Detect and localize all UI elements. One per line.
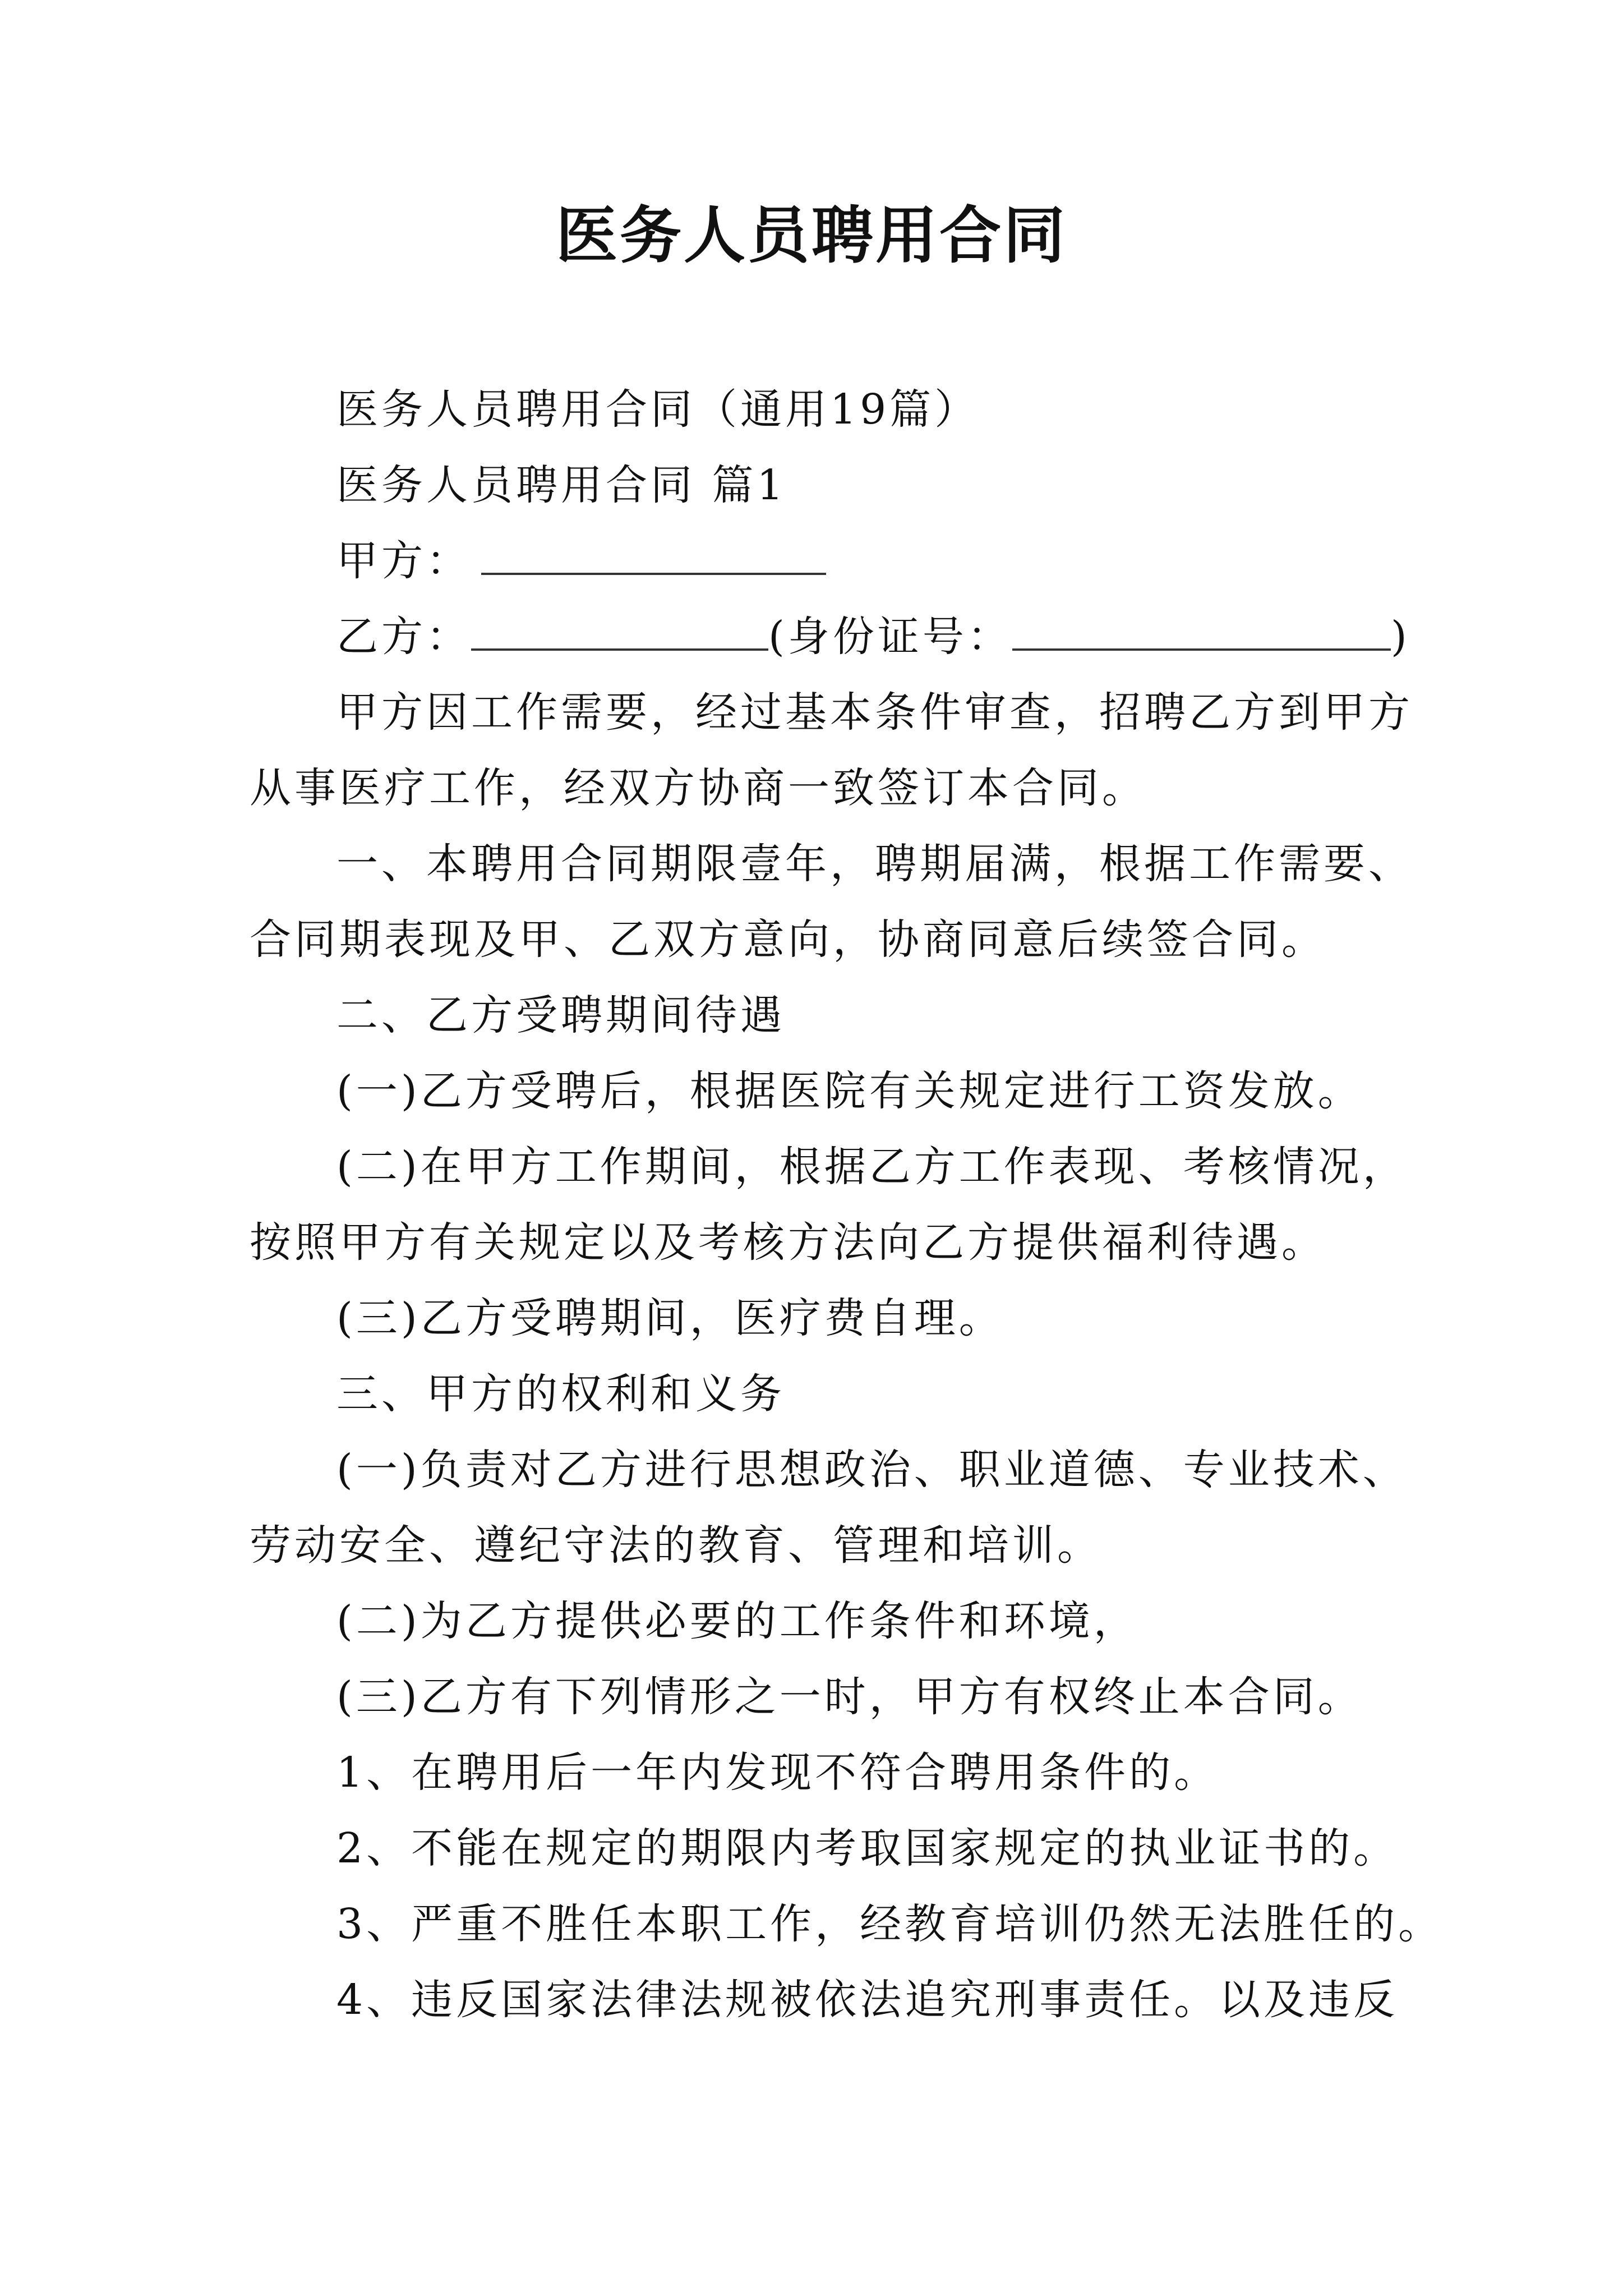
party-a-blank-field xyxy=(481,538,826,575)
clause-1-line: 合同期表现及甲、乙双方意向，协商同意后续签合同。 xyxy=(250,915,1326,964)
clause-3-item-1-line: 劳动安全、遵纪守法的教育、管理和培训。 xyxy=(250,1521,1102,1570)
id-number-label: (身份证号： xyxy=(768,613,1012,661)
clause-2-item-1: (一)乙方受聘后，根据医院有关规定进行工资发放。 xyxy=(336,1067,1363,1115)
list-item: 1、在聘用后一年内发现不符合聘用条件的。 xyxy=(336,1749,1219,1797)
clause-3-item-2: (二)为乙方提供必要的工作条件和环境， xyxy=(336,1597,1138,1645)
list-item: 3、严重不胜任本职工作，经教育培训仍然无法胜任的。 xyxy=(336,1900,1444,1948)
document-title: 医务人员聘用合同 xyxy=(556,199,1067,272)
clause-1-line: 一、本聘用合同期限壹年，聘期届满，根据工作需要、 xyxy=(336,840,1413,888)
party-b-row xyxy=(336,609,1410,665)
clause-2-item-3: (三)乙方受聘期间，医疗费自理。 xyxy=(336,1294,1004,1342)
clause-2-heading: 二、乙方受聘期间待遇 xyxy=(336,991,785,1039)
id-number-close: ) xyxy=(1390,613,1410,661)
clause-2-item-2-line: 按照甲方有关规定以及考核方法向乙方提供福利待遇。 xyxy=(250,1218,1326,1267)
intro-paragraph-line: 从事医疗工作，经双方协商一致签订本合同。 xyxy=(250,764,1147,812)
party-b-label: 乙方： xyxy=(336,613,471,661)
party-b-blank-field xyxy=(471,614,768,651)
clause-3-item-1-line: (一)负责对乙方进行思想政治、职业道德、专业技术、 xyxy=(336,1446,1408,1494)
party-a-label: 甲方： xyxy=(336,537,471,585)
clause-2-item-2-line: (二)在甲方工作期间，根据乙方工作表现、考核情况， xyxy=(336,1143,1408,1191)
list-item: 4、违反国家法律法规被依法追究刑事责任。以及违反 xyxy=(336,1976,1399,2024)
clause-3-item-3: (三)乙方有下列情形之一时，甲方有权终止本合同。 xyxy=(336,1673,1363,1721)
part-heading: 医务人员聘用合同 篇1 xyxy=(336,461,787,509)
list-item: 2、不能在规定的期限内考取国家规定的执业证书的。 xyxy=(336,1824,1399,1872)
party-a-row xyxy=(336,533,826,589)
clause-3-heading: 三、甲方的权利和义务 xyxy=(336,1370,785,1418)
intro-paragraph-line: 甲方因工作需要，经过基本条件审查，招聘乙方到甲方 xyxy=(336,688,1413,737)
id-number-blank-field xyxy=(1012,614,1391,651)
document-subtitle: 医务人员聘用合同（通用19篇） xyxy=(336,385,980,434)
